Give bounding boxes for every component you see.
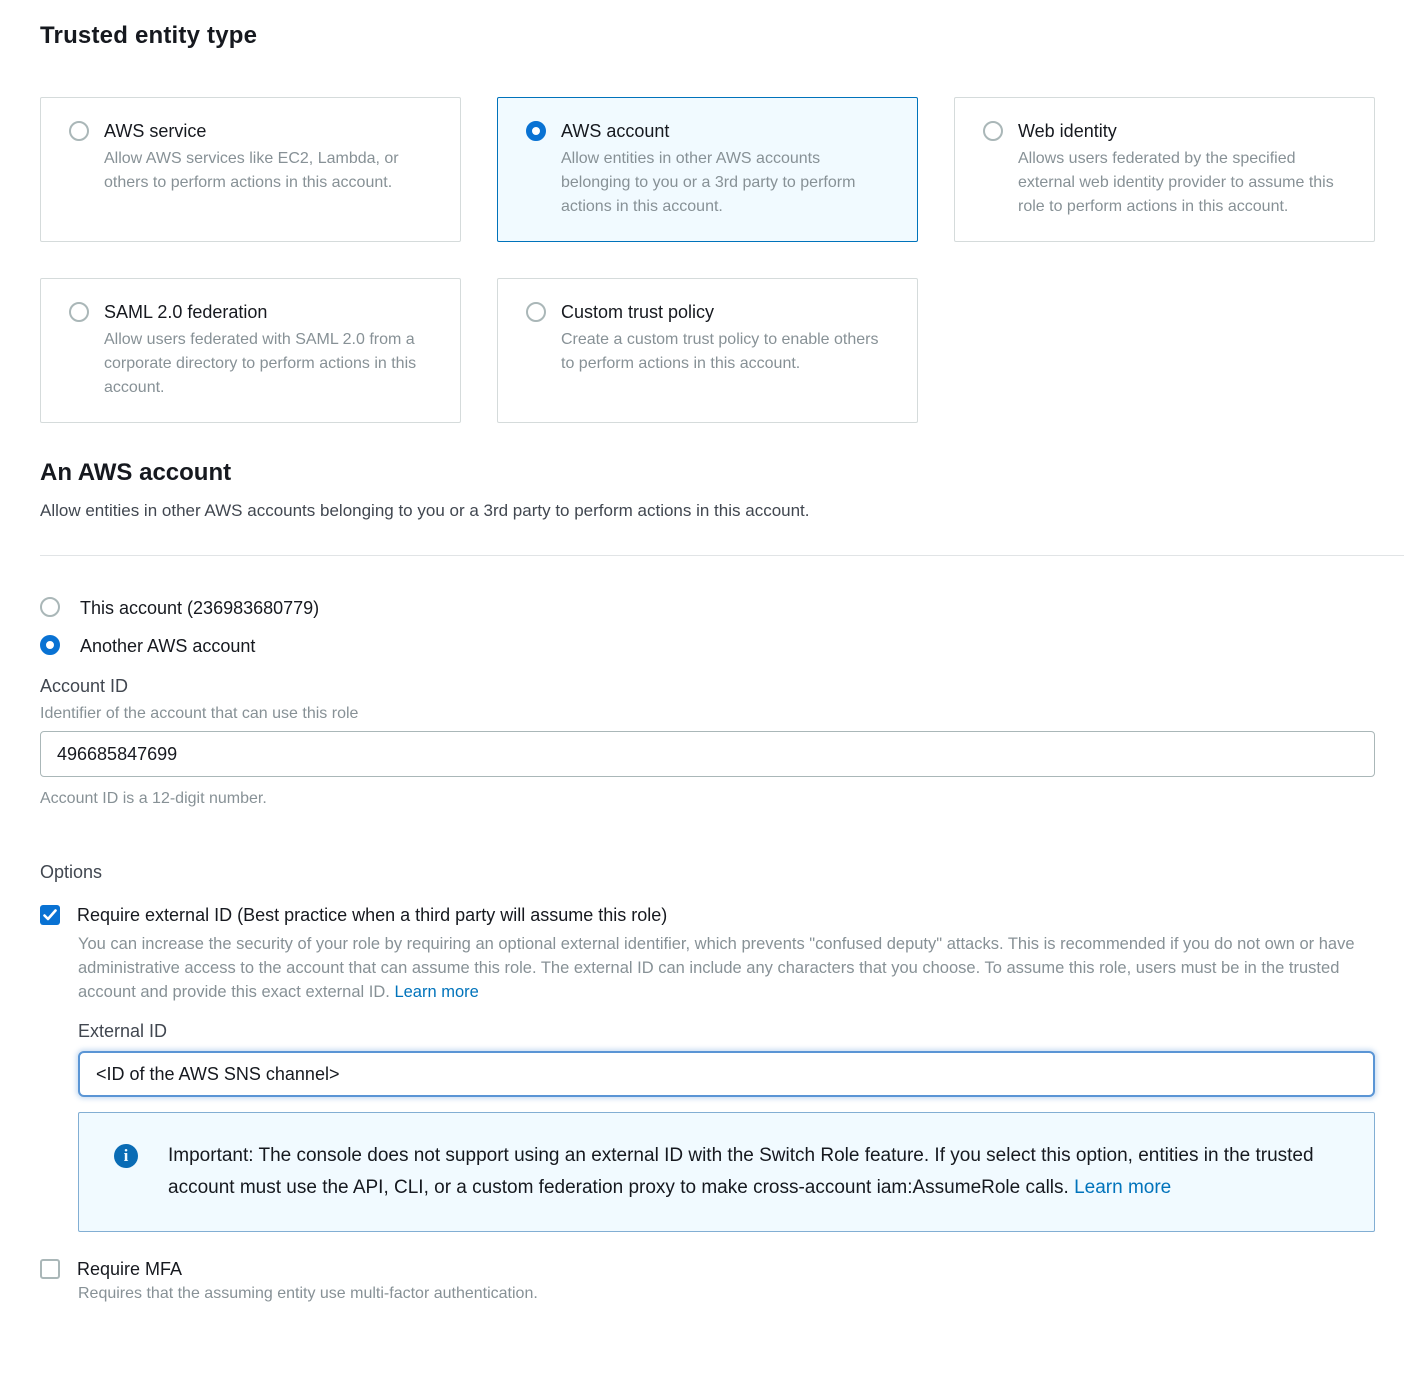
radio-label: This account (236983680779) <box>80 598 320 618</box>
entity-card-aws-account[interactable] <box>497 97 918 242</box>
radio-unselected-icon[interactable] <box>40 597 60 617</box>
require-external-id-checkbox-row[interactable] <box>40 903 1375 927</box>
radio-unselected-icon[interactable] <box>526 302 546 322</box>
require-mfa-label: Require MFA <box>77 1259 183 1279</box>
card-title: Web identity <box>1018 121 1117 141</box>
radio-another-aws-account[interactable] <box>40 635 1375 657</box>
account-id-helper: Identifier of the account that can use this role <box>40 705 359 722</box>
require-mfa-description: Requires that the assuming entity use multi-factor authentication. <box>78 1285 538 1302</box>
card-description: Allows users federated by the specified external web identity provider to assume this role to perform actions in this account. <box>1018 150 1334 215</box>
section-title-an-aws-account: An AWS account <box>40 459 232 486</box>
external-id-label: External ID <box>78 1021 168 1041</box>
account-id-hint: Account ID is a 12-digit number. <box>40 790 267 807</box>
section-description: Allow entities in other AWS accounts belonging to you or a 3rd party to perform actions in this account. <box>40 501 810 520</box>
radio-selected-icon[interactable] <box>526 121 546 141</box>
info-icon: i <box>114 1144 138 1168</box>
radio-unselected-icon[interactable] <box>69 302 89 322</box>
radio-selected-icon[interactable] <box>40 635 60 655</box>
radio-unselected-icon[interactable] <box>983 121 1003 141</box>
options-heading: Options <box>40 862 103 882</box>
info-box-text: Important: The console does not support using an external ID with the Switch Role feature. If you select this option, entities in the trusted account must use the API, CLI, or a custom federation proxy to make cross-account iam:AssumeRole calls. Learn more <box>168 1145 1314 1198</box>
checkmark-icon <box>43 909 57 921</box>
card-title: AWS service <box>104 121 207 141</box>
external-id-input[interactable] <box>78 1051 1375 1097</box>
entity-card-aws-service[interactable] <box>40 97 461 242</box>
card-description: Create a custom trust policy to enable others to perform actions in this account. <box>561 331 879 372</box>
card-description: Allow entities in other AWS accounts belonging to you or a 3rd party to perform actions in this account. <box>561 150 856 215</box>
card-description: Allow AWS services like EC2, Lambda, or others to perform actions in this account. <box>104 150 399 191</box>
account-id-label: Account ID <box>40 676 129 696</box>
page-title: Trusted entity type <box>40 22 258 49</box>
radio-unselected-icon[interactable] <box>69 121 89 141</box>
card-title: SAML 2.0 federation <box>104 302 268 322</box>
learn-more-link[interactable]: Learn more <box>394 983 479 1001</box>
card-title: Custom trust policy <box>561 302 715 322</box>
entity-card-saml-federation[interactable] <box>40 278 461 423</box>
card-description: Allow users federated with SAML 2.0 from a corporate directory to perform actions in this account. <box>104 331 417 396</box>
radio-this-account[interactable] <box>40 597 1375 619</box>
require-external-id-label: Require external ID (Best practice when a third party will assume this role) <box>77 905 668 925</box>
entity-card-web-identity[interactable] <box>954 97 1375 242</box>
section-divider <box>40 555 1404 556</box>
card-title: AWS account <box>561 121 670 141</box>
account-id-input[interactable] <box>40 731 1375 777</box>
checkbox-checked-icon[interactable] <box>40 905 60 925</box>
radio-label: Another AWS account <box>80 636 256 656</box>
require-external-id-description: You can increase the security of your role by requiring an optional external identifier, which prevents "confused deputy" attacks. This is recommended if you do not own or have administrative access to the account that can assume this role. The external ID can include any characters that you choose. To assume this role, users must be in the trusted account and provide this exact external ID. Learn more <box>78 935 1355 1001</box>
require-mfa-checkbox-row[interactable] <box>40 1257 1375 1281</box>
entity-card-custom-trust-policy[interactable] <box>497 278 918 423</box>
important-info-box <box>78 1112 1375 1232</box>
learn-more-link[interactable]: Learn more <box>1074 1177 1172 1198</box>
trusted-entity-type-cards <box>40 97 1375 423</box>
checkbox-unchecked-icon[interactable] <box>40 1259 60 1279</box>
